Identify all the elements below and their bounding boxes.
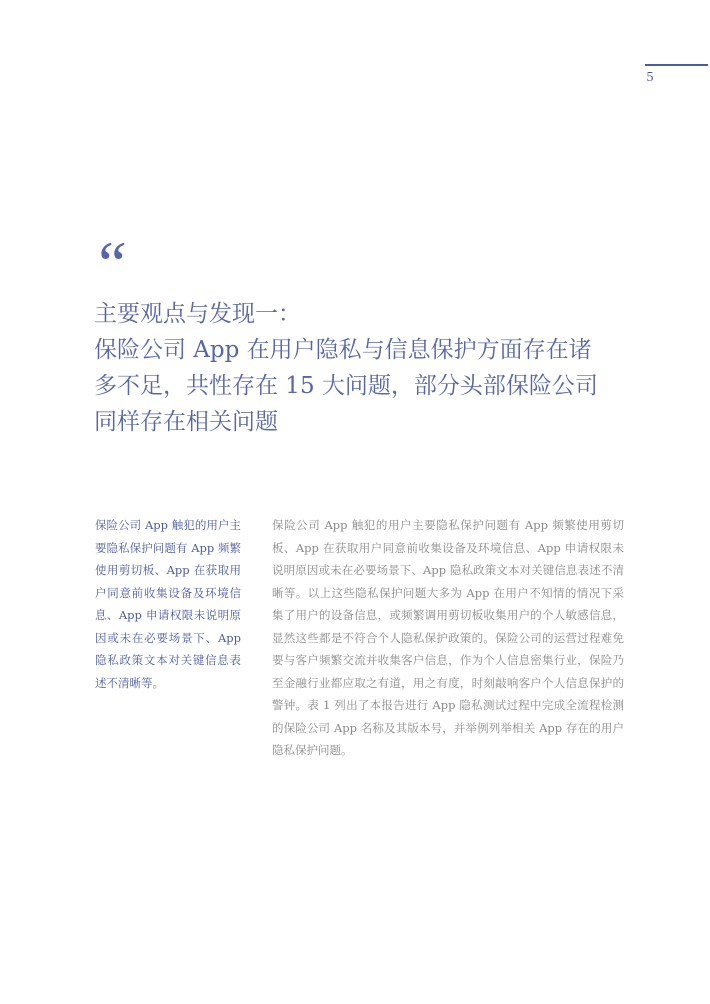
heading-line: 同样存在相关问题 [94, 409, 278, 435]
heading-line: 保险公司 App 在用户隐私与信息保护方面存在诸 [94, 337, 592, 363]
page-number: 5 [646, 70, 654, 85]
body-paragraph: 保险公司 App 触犯的用户主要隐私保护问题有 App 频繁使用剪切板、App 在获取用户同意前收集设备及环境信息、App 申请权限未说明原因或未在必要场景下、App 隐私政策文本对关键信息表述不清晰等。以上这些隐私保护问题大多为 App 在用户不知情的情况下采集了用户的设备信息，或频繁调用剪切板收集用户的个人敏感信息，显然这些都是不符合个人隐私保护政策的。保险公司的运营过程难免要与客户频繁交流并收集客户信息，作为个人信息密集行业，保险乃至金融行业都应取之有道，用之有度，时刻敲响客户个人信息保护的警钟。表 1 列出了本报告进行 App 隐私测试过程中完成全流程检测的保险公司 App 名称及其版本号，并举例列举相关 App 存在的用户隐私保护问题。 [272, 518, 624, 757]
quote-mark-icon: “ [92, 228, 124, 299]
heading-line: 主要观点与发现一： [94, 301, 301, 327]
summary-pullout: 保险公司 App 触犯的用户主要隐私保护问题有 App 频繁使用剪切板、App 在获取用户同意前收集设备及环境信息、App 申请权限未说明原因或未在必要场景下、App 隐私政策文本对关键信息表述不清晰等。 [95, 518, 241, 690]
heading-line: 多不足，共性存在 15 大问题，部分头部保险公司 [94, 373, 598, 399]
page-number-rule [645, 64, 708, 66]
section-heading [94, 296, 634, 440]
